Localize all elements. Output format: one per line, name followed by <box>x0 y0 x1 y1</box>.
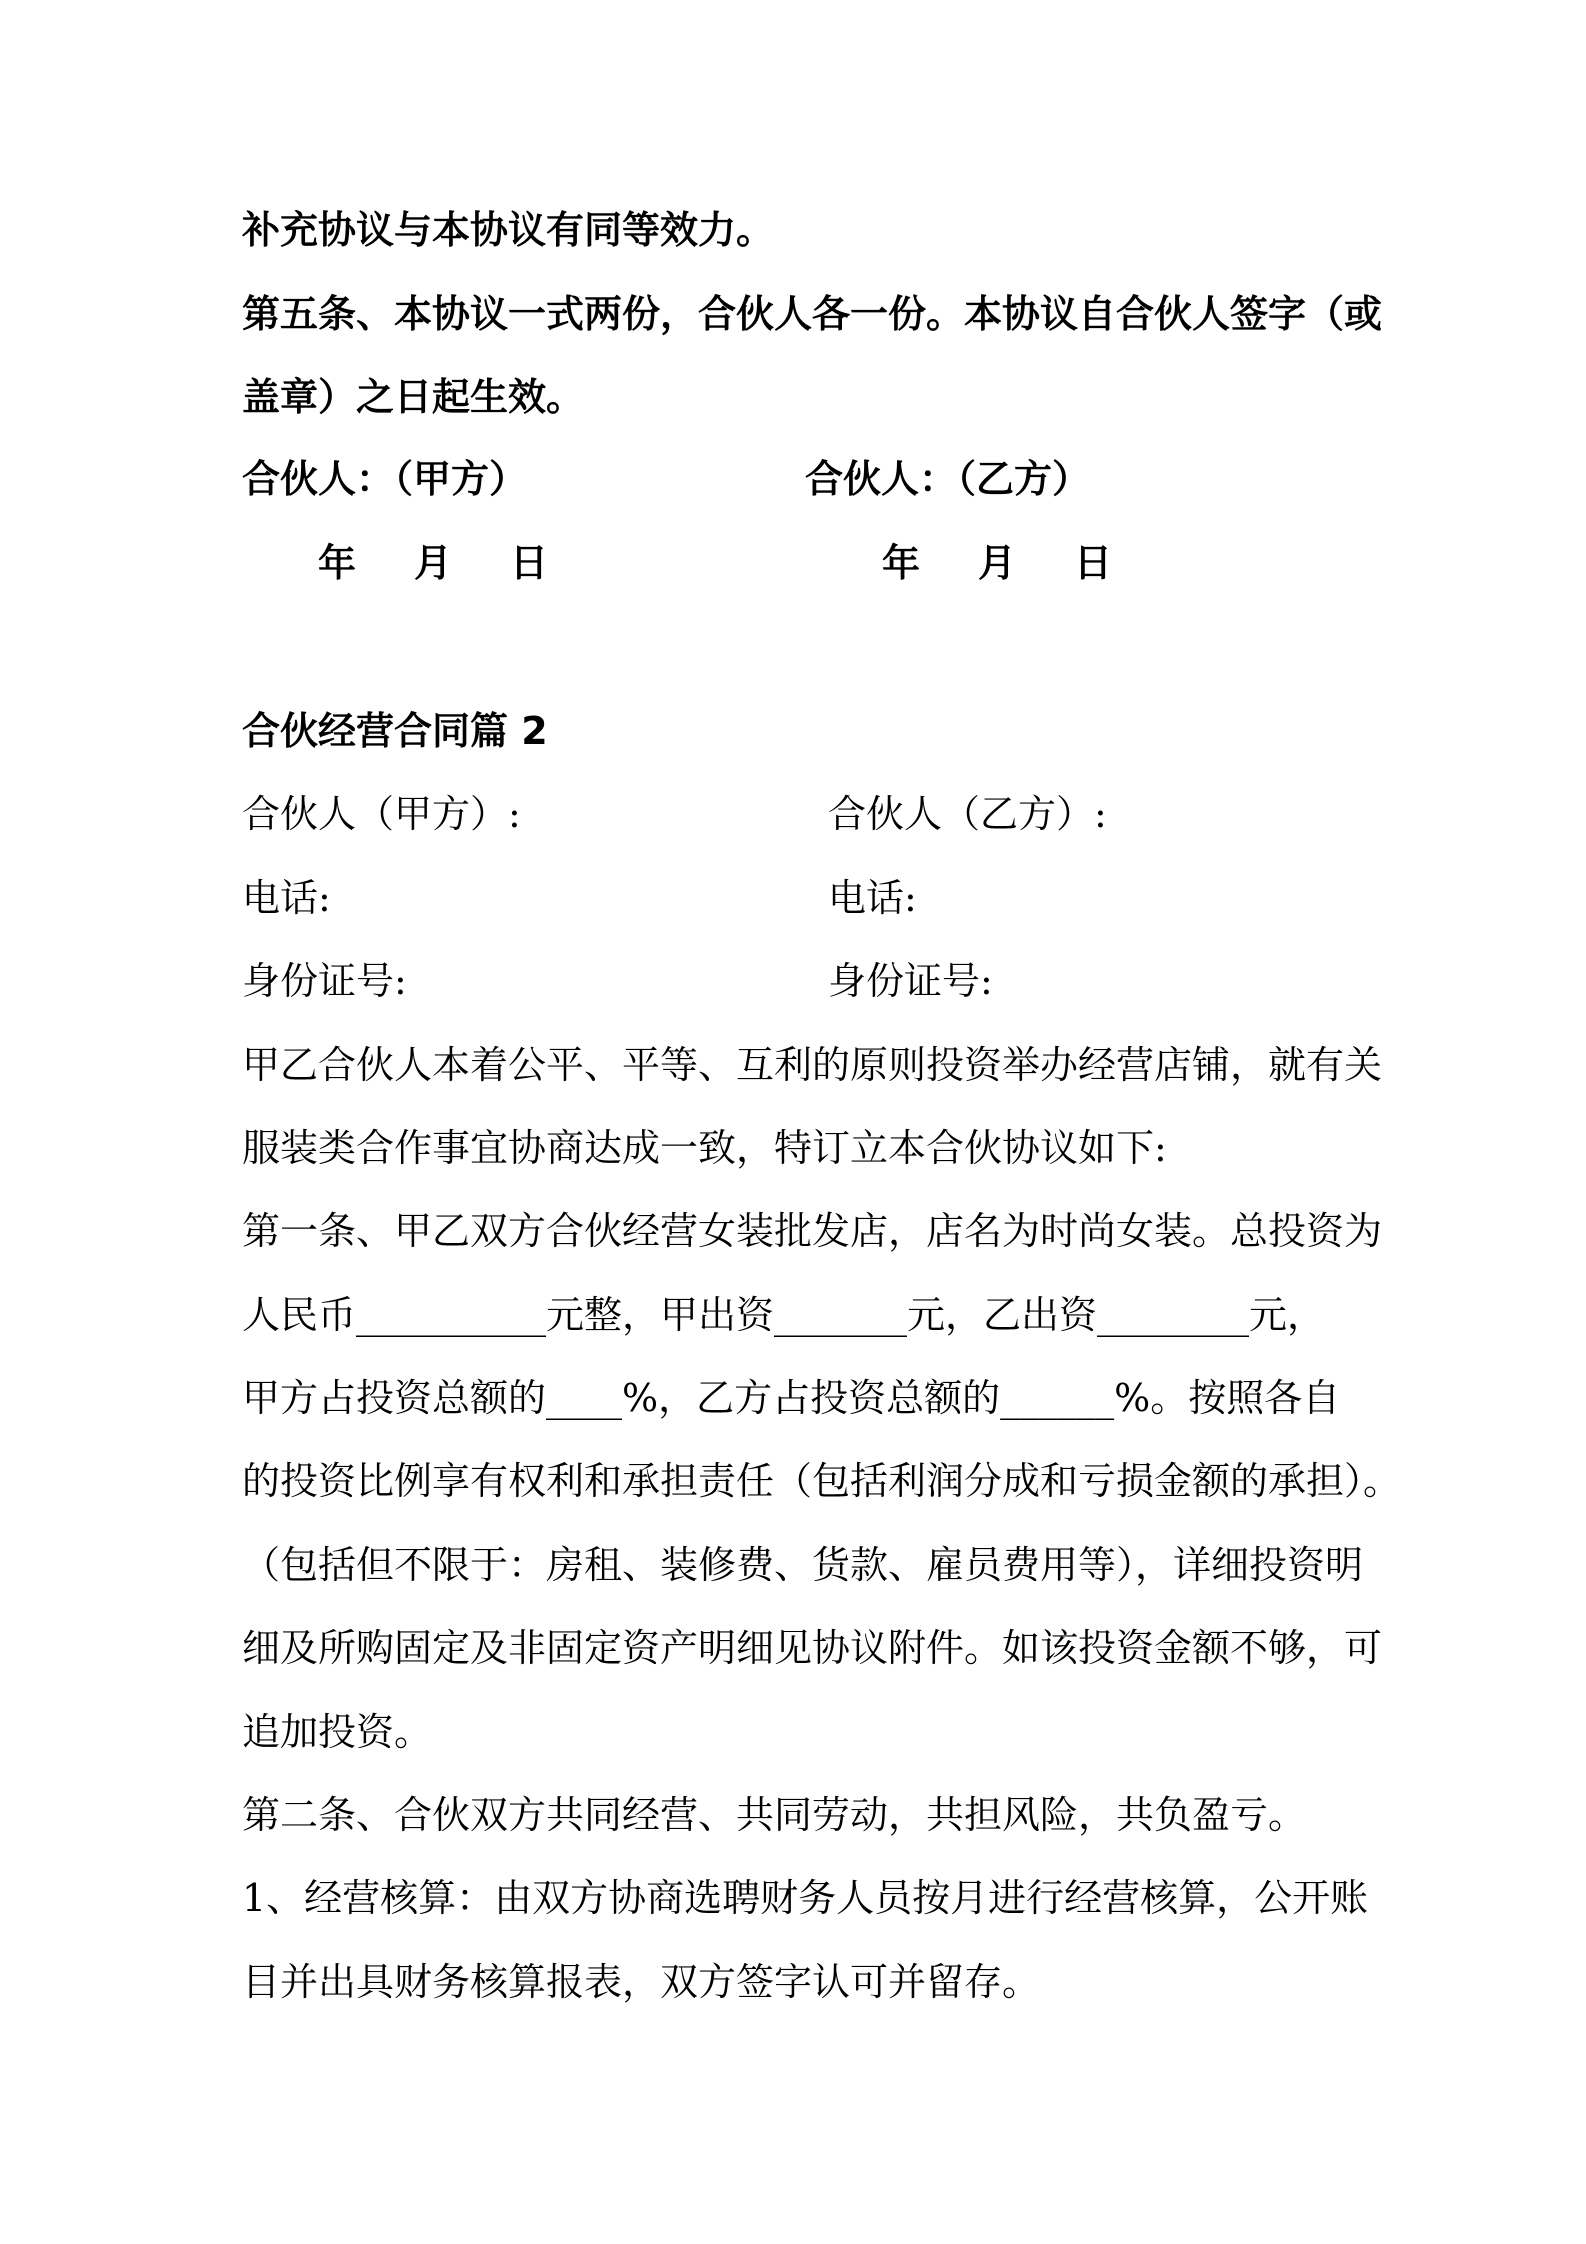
date-day: 日 <box>510 541 549 585</box>
signature-partner-a: 合伙人：（甲方） <box>242 457 528 501</box>
date-year: 年 <box>318 541 357 585</box>
body-line: （包括但不限于：房租、装修费、货款、雇员费用等），详细投资明 <box>242 1543 1364 1587</box>
id-number-a-field: 身份证号: <box>242 959 407 1003</box>
body-line: 1、经营核算：由双方协商选聘财务人员按月进行经营核算，公开账 <box>242 1876 1369 1920</box>
body-line: 细及所购固定及非固定资产明细见协议附件。如该投资金额不够，可 <box>242 1626 1383 1670</box>
phone-a-field: 电话: <box>242 876 331 920</box>
body-line: 追加投资。 <box>242 1710 433 1754</box>
signature-date-b <box>882 539 1112 587</box>
signature-date-a <box>318 539 548 587</box>
body-line: 甲方占投资总额的____%，乙方占投资总额的______%。按照各自 <box>242 1376 1341 1420</box>
body-line: 目并出具财务核算报表，双方签字认可并留存。 <box>242 1960 1041 2004</box>
body-line: 第二条、合伙双方共同经营、共同劳动，共担风险，共负盈亏。 <box>242 1793 1307 1837</box>
body-line: 服装类合作事宜协商达成一致，特订立本合伙协议如下: <box>242 1126 1167 1170</box>
body-line: 第一条、甲乙双方合伙经营女装批发店，店名为时尚女装。总投资为 <box>242 1209 1383 1253</box>
supplement-clause: 补充协议与本协议有同等效力。 <box>242 208 775 252</box>
article-5-line-2: 盖章）之日起生效。 <box>242 375 585 419</box>
partner-b-field: 合伙人（乙方）: <box>828 792 1107 836</box>
id-number-b-field: 身份证号: <box>828 959 993 1003</box>
date-day: 日 <box>1074 541 1113 585</box>
phone-b-field: 电话: <box>828 876 917 920</box>
partner-a-field: 合伙人（甲方）: <box>242 792 521 836</box>
date-month: 月 <box>414 541 453 585</box>
date-year: 年 <box>882 541 921 585</box>
article-5-line-1: 第五条、本协议一式两份，合伙人各一份。本协议自合伙人签字（或 <box>242 292 1383 336</box>
body-line: 的投资比例享有权利和承担责任（包括利润分成和亏损金额的承担）。 <box>242 1459 1402 1503</box>
signature-partner-b: 合伙人：（乙方） <box>805 457 1091 501</box>
date-month: 月 <box>978 541 1017 585</box>
contract-heading: 合伙经营合同篇 2 <box>242 709 548 753</box>
body-line: 甲乙合伙人本着公平、平等、互利的原则投资举办经营店铺，就有关 <box>242 1043 1383 1087</box>
body-line: 人民币__________元整，甲出资_______元，乙出资________元， <box>242 1293 1326 1337</box>
